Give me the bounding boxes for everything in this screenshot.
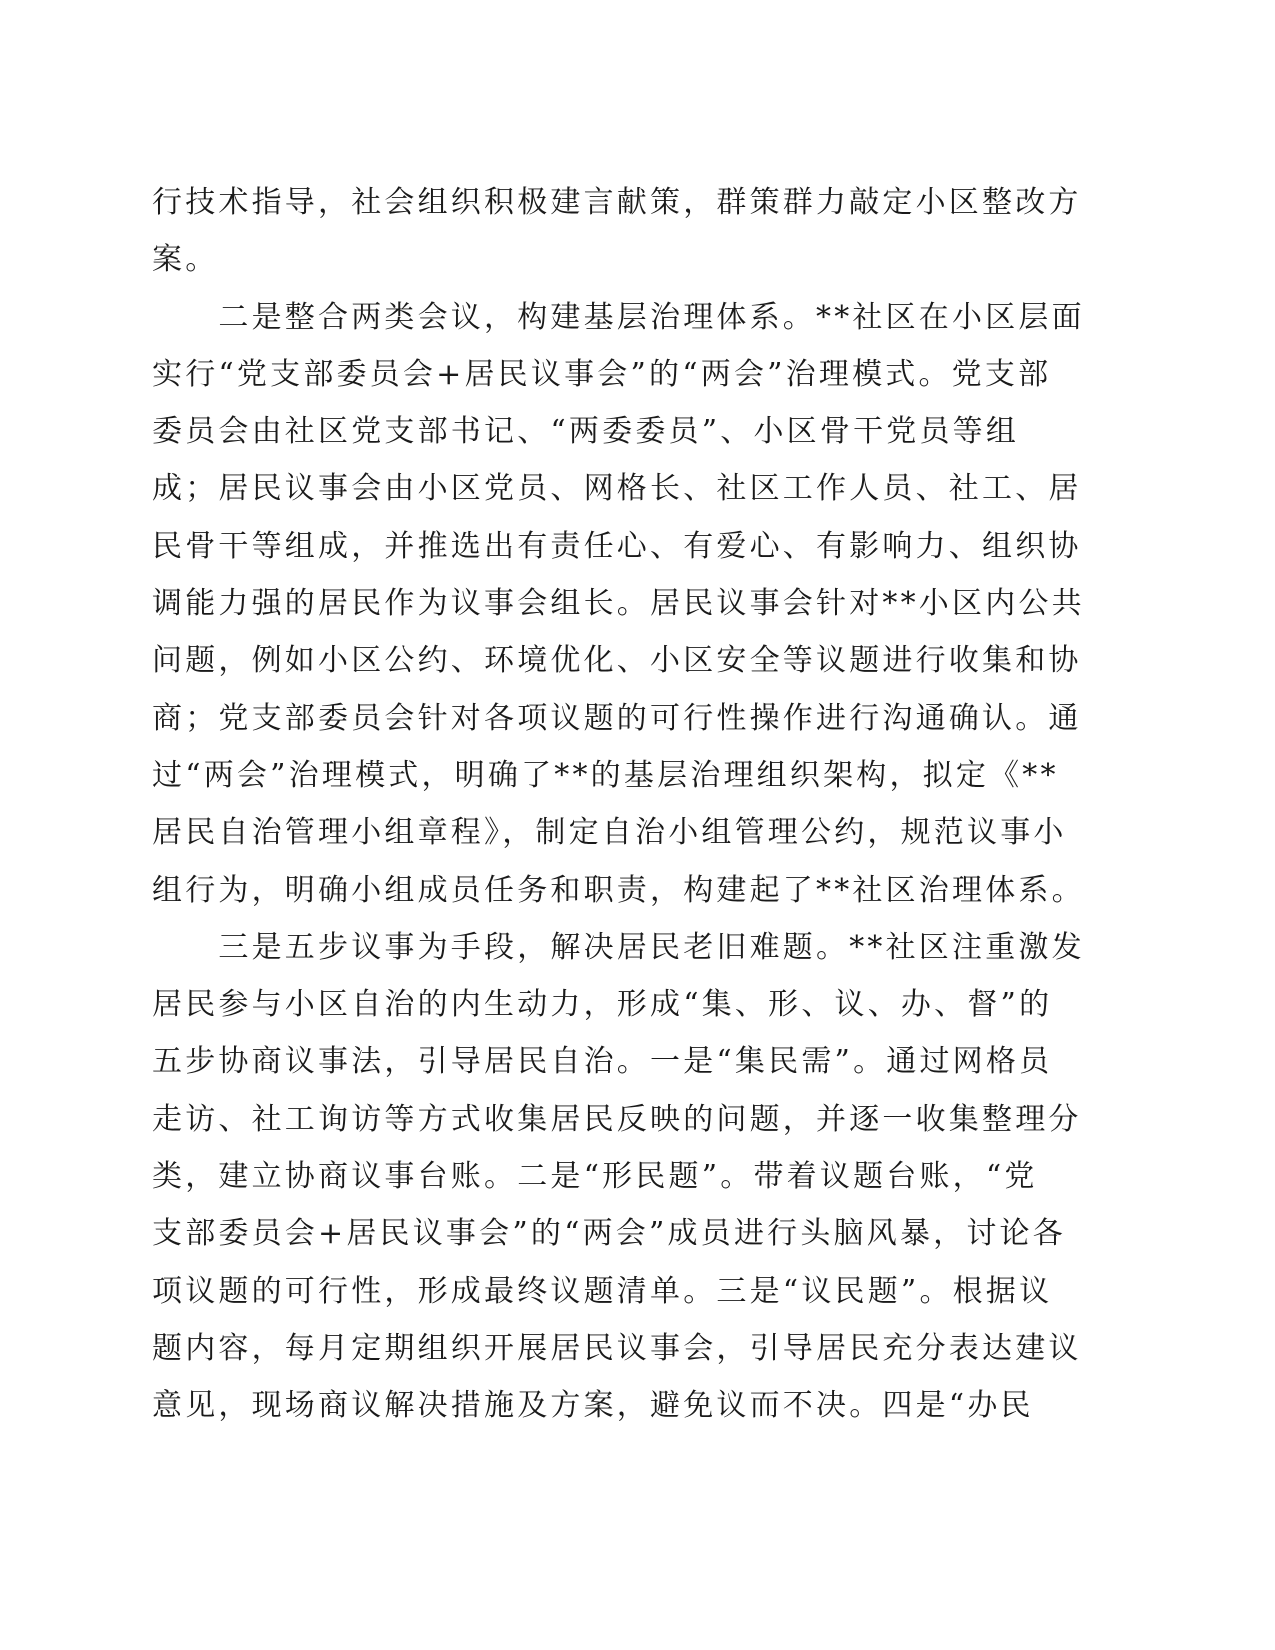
text-line: 过“两会”治理模式，明确了**的基层治理组织架构，拟定《**	[152, 757, 1059, 793]
text-line: 五步协商议事法，引导居民自治。一是“集民需”。通过网格员	[152, 1044, 1053, 1080]
text-line: 商；党支部委员会针对各项议题的可行性操作进行沟通确认。通	[152, 700, 1082, 736]
text-line: 成；居民议事会由小区党员、网格长、社区工作人员、社工、居	[152, 471, 1082, 507]
text-line: 行技术指导，社会组织积极建言献策，群策群力敲定小区整改方	[152, 185, 1082, 220]
text-line: 居民参与小区自治的内生动力，形成“集、形、议、办、督”的	[152, 987, 1053, 1023]
text-line: 类，建立协商议事台账。二是“形民题”。带着议题台账，“党	[152, 1159, 1038, 1195]
body-text	[152, 174, 1112, 1435]
text-line: 项议题的可行性，形成最终议题清单。三是“议民题”。根据议	[152, 1273, 1053, 1309]
text-line: 走访、社工询访等方式收集居民反映的问题，并逐一收集整理分	[152, 1101, 1082, 1137]
text-line: 实行“党支部委员会+居民议事会”的“两会”治理模式。党支部	[152, 356, 1052, 392]
text-line: 委员会由社区党支部书记、“两委委员”、小区骨干党员等组	[152, 414, 1020, 450]
text-line: 组行为，明确小组成员任务和职责，构建起了**社区治理体系。	[152, 872, 1085, 908]
text-line: 题内容，每月定期组织开展居民议事会，引导居民充分表达建议	[152, 1330, 1082, 1366]
text-line: 支部委员会+居民议事会”的“两会”成员进行头脑风暴，讨论各	[152, 1216, 1066, 1252]
paragraph-start-line: 二是整合两类会议，构建基层治理体系。**社区在小区层面	[152, 299, 1085, 335]
paragraph-start-line: 三是五步议事为手段，解决居民老旧难题。**社区注重激发	[152, 929, 1085, 965]
text-line: 问题，例如小区公约、环境优化、小区安全等议题进行收集和协	[152, 643, 1082, 679]
text-line: 民骨干等组成，并推选出有责任心、有爱心、有影响力、组织协	[152, 528, 1082, 564]
text-line: 调能力强的居民作为议事会组长。居民议事会针对**小区内公共	[152, 586, 1085, 622]
text-line: 意见，现场商议解决措施及方案，避免议而不决。四是“办民	[152, 1388, 1034, 1424]
text-line: 居民自治管理小组章程》，制定自治小组管理公约，规范议事小	[152, 815, 1067, 851]
text-line: 案。	[152, 242, 219, 278]
